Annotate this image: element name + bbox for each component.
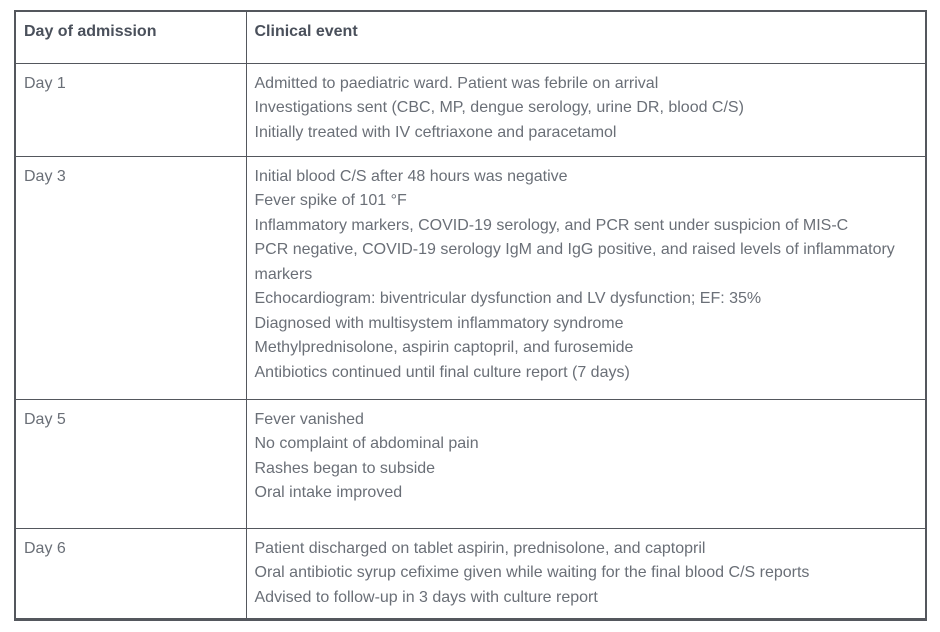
event-line: Echocardiogram: biventricular dysfunction and LV dysfunction; EF: 35% [254,290,762,307]
table-row [15,156,926,399]
event-cell [246,63,926,156]
day-cell: Day 3 [15,156,246,399]
day-cell: Day 1 [15,63,246,156]
event-line: Antibiotics continued until final culture report (7 days) [254,363,630,381]
event-line: PCR negative, COVID-19 serology IgM and IgG positive, and raised levels of inflammatory markers [254,241,895,283]
event-line: Fever spike of 101 °F [254,192,407,209]
table-row [15,63,926,156]
event-line: Rashes began to subside [254,459,436,477]
event-line: Methylprednisolone, aspirin captopril, and furosemide [254,339,634,356]
column-header-clinical-event: Clinical event [246,11,926,63]
table-row [15,399,926,528]
event-line: Diagnosed with multisystem inflammatory syndrome [254,314,624,332]
event-line: No complaint of abdominal pain [254,435,479,452]
table-row [15,528,926,620]
event-line: Fever vanished [254,410,364,428]
day-cell: Day 5 [15,399,246,528]
column-header-day-of-admission: Day of admission [15,11,246,63]
event-line: Advised to follow-up in 3 days with culture report [254,588,598,606]
event-line: Inflammatory markers, COVID-19 serology, and PCR sent under suspicion of MIS-C [254,216,849,234]
clinical-events-table [14,10,927,621]
event-cell [246,399,926,528]
day-cell: Day 6 [15,528,246,620]
event-line: Oral intake improved [254,484,403,501]
event-line: Initial blood C/S after 48 hours was negative [254,167,568,185]
event-cell [246,528,926,620]
event-cell [246,156,926,399]
event-line: Initially treated with IV ceftriaxone and paracetamol [254,123,617,141]
event-line: Patient discharged on tablet aspirin, prednisolone, and captopril [254,539,706,557]
event-line: Admitted to paediatric ward. Patient was febrile on arrival [254,74,659,92]
table-header-row [15,11,926,63]
event-line: Oral antibiotic syrup cefixime given while waiting for the final blood C/S reports [254,564,810,581]
event-line: Investigations sent (CBC, MP, dengue serology, urine DR, blood C/S) [254,99,744,116]
